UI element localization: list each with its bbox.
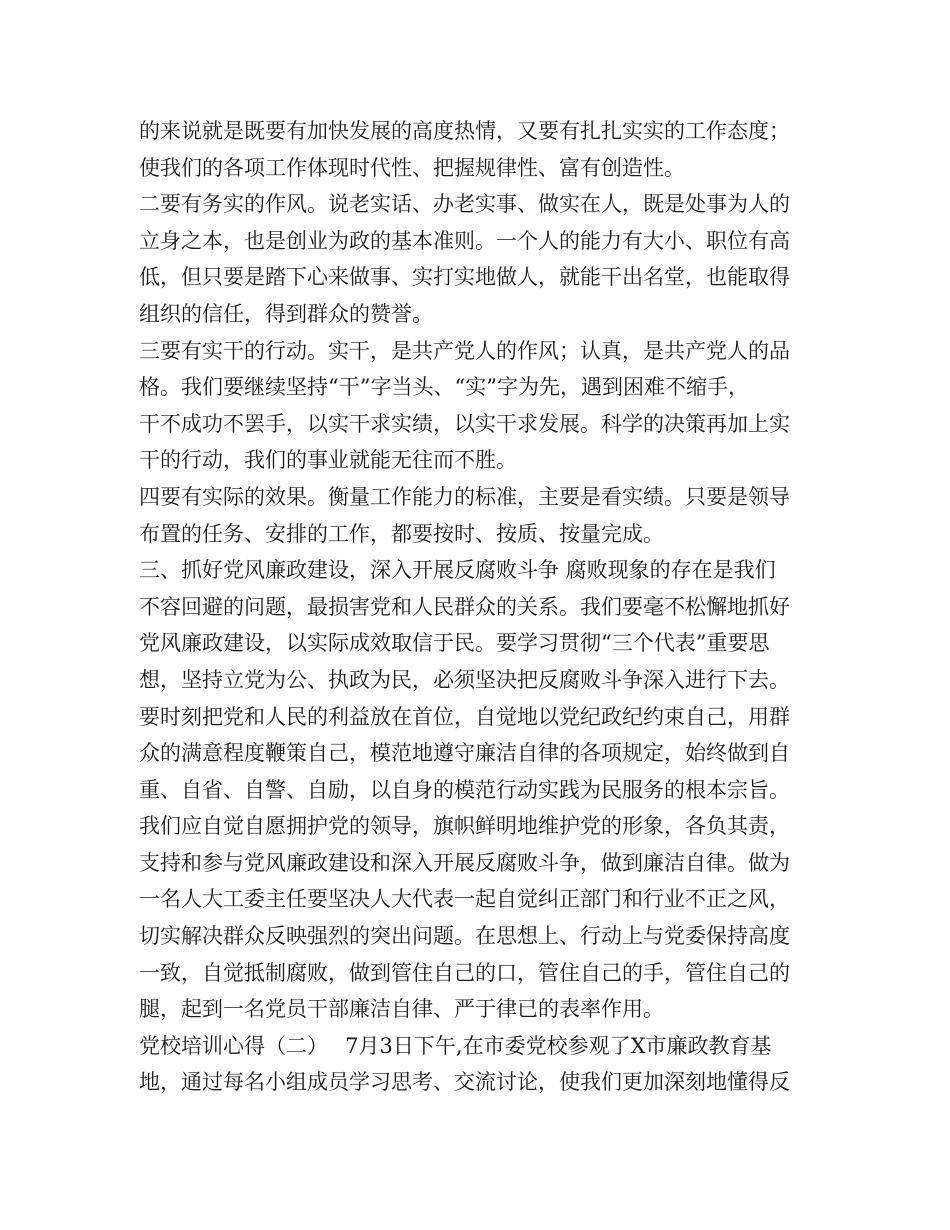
text-line: 支持和参与党风廉政建设和深入开展反腐败斗争，做到廉洁自律。做为: [139, 850, 790, 875]
text-line: 三、抓好党风廉政建设，深入开展反腐败斗争 腐败现象的存在是我们: [139, 558, 776, 583]
text-line: 众的满意程度鞭策自己，模范地遵守廉洁自律的各项规定，始终做到自: [139, 741, 790, 766]
text-line: 不容回避的问题，最损害党和人民群众的关系。我们要毫不松懈地抓好: [139, 594, 790, 619]
text-line: 干的行动，我们的事业就能无往而不胜。: [139, 448, 517, 473]
text-line: 党风廉政建设，以实际成效取信于民。要学习贯彻“三个代表”重要思: [139, 631, 770, 656]
text-line: 干不成功不罢手，以实干求实绩，以实干求发展。科学的决策再加上实: [139, 411, 790, 436]
text-line: 低，但只要是踏下心来做事、实打实地做人，就能干出名堂，也能取得: [139, 265, 790, 290]
text-line: 二要有务实的作风。说老实话、办老实事、做实在人，既是处事为人的: [139, 192, 790, 217]
text-line: 想，坚持立党为公、执政为民，必须坚决把反腐败斗争深入进行下去。: [139, 667, 790, 692]
text-line: 一致，自觉抵制腐败，做到管住自己的口，管住自己的手，管住自己的: [139, 960, 790, 985]
text-line: 格。我们要继续坚持“干”字当头、“实”字为先，遇到困难不缩手，: [139, 375, 749, 400]
text-line: 立身之本，也是创业为政的基本准则。一个人的能力有大小、职位有高: [139, 228, 790, 253]
text-line: 的来说就是既要有加快发展的高度热情，又要有扎扎实实的工作态度；: [139, 119, 790, 143]
text-line: 党校培训心得（二） 7月3日下午,在市委党校参观了X市廉政教育基: [139, 1033, 772, 1058]
text-line: 我们应自觉自愿拥护党的领导，旗帜鲜明地维护党的形象，各负其责，: [139, 814, 790, 839]
text-line: 一名人大工委主任要坚决人大代表一起自觉纠正部门和行业不正之风，: [139, 887, 790, 912]
text-line: 布置的任务、安排的工作，都要按时、按质、按量完成。: [139, 521, 664, 546]
text-line: 要时刻把党和人民的利益放在首位，自觉地以党纪政纪约束自己，用群: [139, 704, 790, 729]
text-line: 四要有实际的效果。衡量工作能力的标准，主要是看实绩。只要是领导: [139, 484, 790, 509]
text-line: 地，通过每名小组成员学习思考、交流讨论，使我们更加深刻地懂得反: [139, 1070, 790, 1095]
text-line: 组织的信任，得到群众的赞誉。: [139, 301, 433, 326]
text-line: 切实解决群众反映强烈的突出问题。在思想上、行动上与党委保持高度: [139, 924, 790, 949]
text-line: 使我们的各项工作体现时代性、把握规律性、富有创造性。: [139, 155, 685, 180]
text-line: 重、自省、自警、自励，以自身的模范行动实践为民服务的根本宗旨。: [139, 777, 790, 802]
text-line: 腿，起到一名党员干部廉洁自律、严于律已的表率作用。: [139, 997, 664, 1022]
document-body: [139, 113, 829, 1101]
text-line: 三要有实干的行动。实干，是共产党人的作风；认真，是共产党人的品: [139, 338, 790, 363]
